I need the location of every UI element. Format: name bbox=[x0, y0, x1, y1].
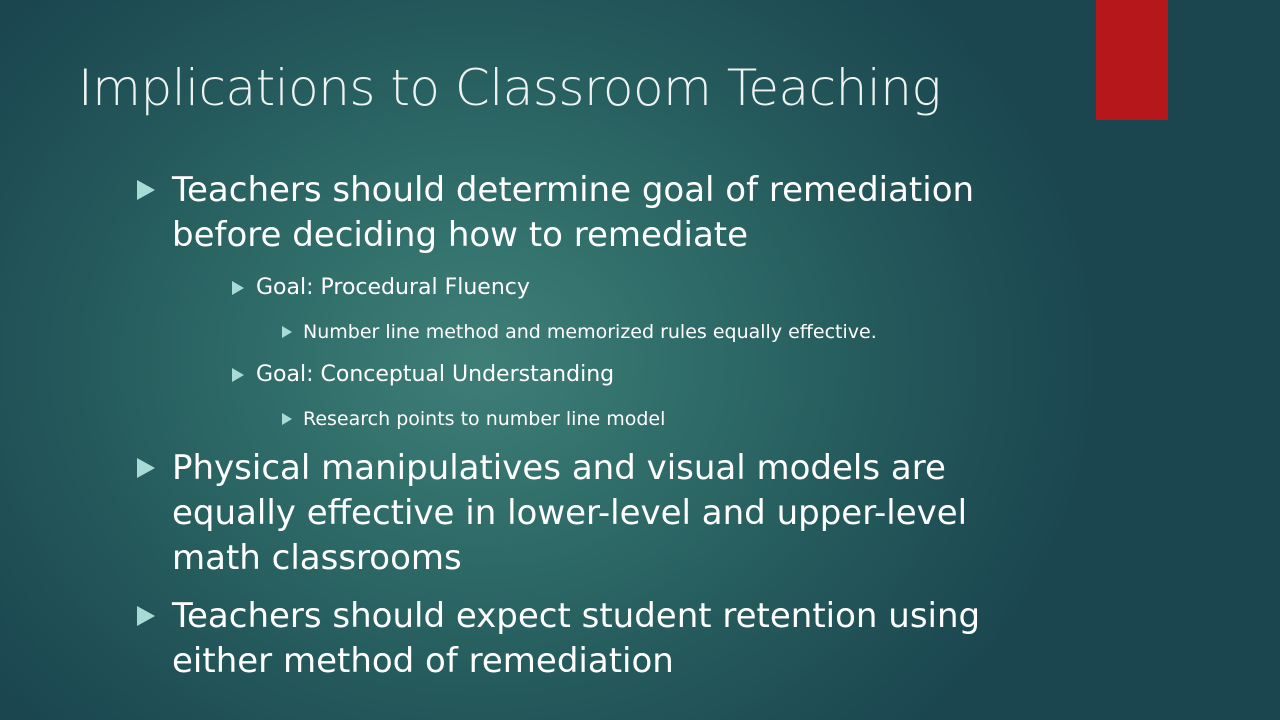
bullet-line: Teachers should expect student retention using bbox=[172, 596, 981, 636]
bullet-goal-conceptual bbox=[256, 360, 614, 390]
bullet-student-retention bbox=[172, 594, 980, 684]
slide-title: Implications to Classroom Teaching bbox=[78, 59, 941, 117]
bullet-goal-procedural bbox=[256, 273, 530, 303]
bullet-line: before deciding how to remediate bbox=[172, 215, 749, 255]
bullet-line: either method of remediation bbox=[172, 641, 674, 681]
triangle-bullet-icon bbox=[232, 368, 244, 382]
triangle-bullet-icon bbox=[137, 180, 155, 200]
bullet-determine-goal bbox=[172, 168, 974, 258]
triangle-bullet-icon bbox=[137, 458, 155, 478]
bullet-number-line-method bbox=[303, 319, 877, 345]
bullet-line: Teachers should determine goal of remediation bbox=[172, 170, 975, 210]
bullet-physical-manipulatives bbox=[172, 446, 967, 581]
accent-bar bbox=[1096, 0, 1168, 120]
triangle-bullet-icon bbox=[282, 326, 292, 338]
bullet-line: Physical manipulatives and visual models are bbox=[172, 448, 946, 488]
bullet-text: Number line method and memorized rules equally effective. bbox=[303, 321, 877, 343]
bullet-line: equally effective in lower-level and upper-level bbox=[172, 493, 968, 533]
triangle-bullet-icon bbox=[137, 606, 155, 626]
bullet-text: Research points to number line model bbox=[303, 408, 666, 430]
triangle-bullet-icon bbox=[232, 281, 244, 295]
bullet-text: Goal: Procedural Fluency bbox=[256, 275, 530, 300]
bullet-research-points bbox=[303, 406, 665, 432]
bullet-text: Goal: Conceptual Understanding bbox=[256, 362, 615, 387]
triangle-bullet-icon bbox=[282, 413, 292, 425]
bullet-line: math classrooms bbox=[172, 538, 462, 578]
